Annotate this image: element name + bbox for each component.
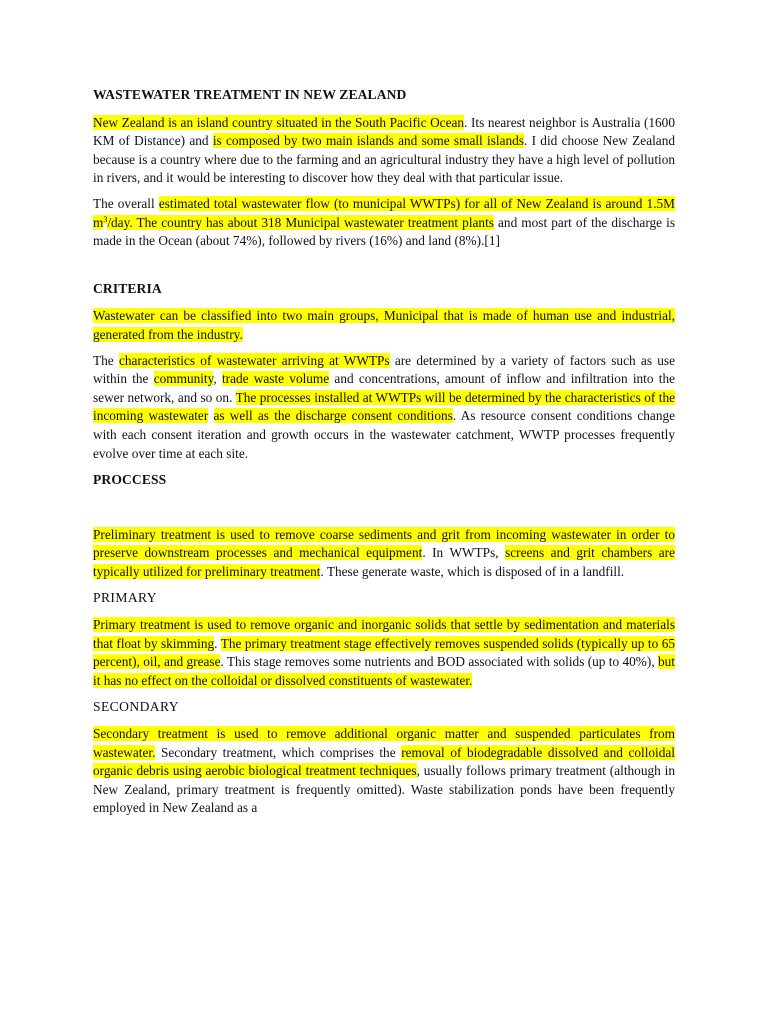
highlighted-text: Preliminary treatment is used to remove coarse sediments and grit from incoming wastewater in order to preserve downstream processes and mechanical equipment (93, 526, 675, 561)
text-run: The (93, 352, 119, 368)
highlighted-text: /day. (107, 214, 137, 230)
secondary-paragraph-1 (93, 725, 675, 818)
criteria-paragraph-2 (93, 352, 675, 464)
primary-paragraph-1 (93, 616, 675, 690)
text-run: . This stage removes some nutrients and BOD associated with solids (up to 40%), (220, 654, 658, 670)
text-run: and most part of the discharge is made in the Ocean (about 74%), followed by rivers (16%) and land (8%).[1] (93, 214, 676, 249)
highlighted-text: Primary treatment is used to remove organic and inorganic solids that settle by sedimentation and materials that float by skimming (93, 617, 675, 651)
text-run: . As resource consent conditions change with each consent iteration and growth occurs in the wastewater catchment, WWTP processes frequently evolve over time at each site. (93, 408, 676, 461)
text-run: and concentrations, amount of inflow and infiltration into the sewer network, and so on. (93, 371, 675, 405)
text-run (208, 408, 213, 423)
highlighted-text: as well as the discharge consent conditions (213, 408, 453, 424)
process-heading: PROCCESS (93, 472, 167, 488)
highlighted-text: Secondary treatment is used to remove additional organic matter and suspended particulates from wastewater. (93, 726, 675, 760)
criteria-paragraph-1 (93, 307, 675, 344)
highlighted-text: removal of biodegradable dissolved and colloidal organic debris using aerobic biological treatment techniques (93, 744, 675, 779)
text-run: . In WWTPs, (422, 545, 506, 561)
process-paragraph-1 (93, 526, 675, 582)
highlighted-text: trade waste volume (221, 371, 330, 387)
document-body (93, 86, 675, 818)
highlighted-text: 3 (103, 214, 108, 224)
text-run: Secondary treatment, which comprises the (155, 744, 402, 760)
highlighted-text: estimated total wastewater flow (to municipal WWTPs) for all of New Zealand is around 1.5M m (93, 195, 675, 230)
intro-paragraph-2 (93, 195, 675, 251)
text-run: . (214, 635, 221, 651)
highlighted-text: but it has no effect on the colloidal or dissolved constituents of wastewater. (93, 654, 675, 688)
highlighted-text: The processes installed at WWTPs will be determined by the characteristics of the incoming wastewater (93, 389, 675, 424)
text-run: , usually follows primary treatment (although in New Zealand, primary treatment is frequently omitted). Waste stabilization ponds have been frequently employed in New Zealand as a (93, 763, 675, 816)
intro-paragraph-1 (93, 114, 675, 188)
secondary-heading: SECONDARY (93, 699, 179, 715)
text-run: . I did choose New Zealand because is a country where due to the farming and an agricultural industry they have a high level of pollution in rivers, and it would be interesting to discover how they deal with that particular issue. (93, 133, 676, 186)
text-run: , (213, 371, 222, 387)
document-title: WASTEWATER TREATMENT IN NEW ZEALAND (93, 87, 407, 102)
highlighted-text: New Zealand is an island country situated in the South Pacific Ocean (93, 114, 465, 130)
text-run: are determined by a variety of factors such as use within the (93, 352, 675, 387)
highlighted-text: characteristics of wastewater arriving at WWTPs (118, 352, 390, 368)
criteria-heading: CRITERIA (93, 280, 162, 296)
highlighted-text: The country has about 318 Municipal wastewater treatment plants (136, 214, 494, 230)
highlighted-text: is composed by two main islands and some small islands (212, 133, 524, 149)
text-run: . Its nearest neighbor is Australia (1600 KM of Distance) and (93, 114, 675, 149)
highlighted-text: screens and grit chambers are typically utilized for preliminary treatment (93, 545, 675, 579)
highlighted-text: community (153, 371, 214, 387)
primary-heading: PRIMARY (93, 590, 157, 606)
text-run: . These generate waste, which is disposed of in a landfill. (320, 563, 625, 579)
highlighted-text: The primary treatment stage effectively removes suspended solids (typically up to 65 percent), oil, and grease (93, 635, 675, 670)
text-run: The overall (93, 195, 159, 211)
highlighted-text: Wastewater can be classified into two main groups, Municipal that is made of human use and industrial, generated from the industry. (93, 308, 675, 342)
